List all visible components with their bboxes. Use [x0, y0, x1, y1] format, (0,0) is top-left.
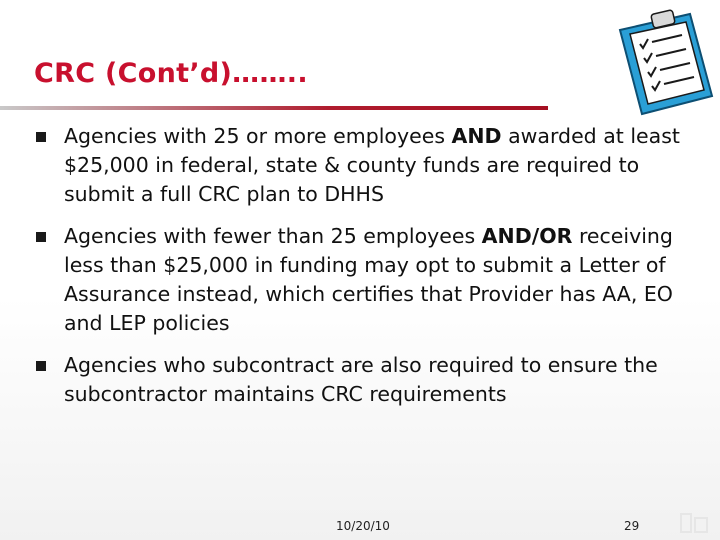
title-divider — [0, 106, 548, 110]
slide-title: CRC (Cont’d)…….. — [34, 58, 308, 89]
bullet-item — [36, 351, 706, 409]
bullet-item — [36, 222, 706, 338]
bullet-item — [36, 122, 706, 209]
square-bullet-icon — [36, 232, 46, 242]
corner-watermark-icon — [675, 508, 715, 538]
bullet-list — [36, 122, 706, 422]
footer-date: 10/20/10 — [336, 519, 390, 533]
checklist-clipboard-icon — [612, 8, 717, 118]
bullet-text: Agencies with 25 or more employees AND awarded at least $25,000 in federal, state & county funds are required to submit a full CRC plan to DHHS — [64, 124, 680, 206]
bullet-text: Agencies who subcontract are also required to ensure the subcontractor maintains CRC requirements — [64, 353, 658, 406]
square-bullet-icon — [36, 132, 46, 142]
page-number: 29 — [624, 519, 640, 533]
bullet-text: Agencies with fewer than 25 employees AND/OR receiving less than $25,000 in funding may opt to submit a Letter of Assurance instead, which certifies that Provider has AA, EO and LEP policies — [64, 224, 673, 335]
square-bullet-icon — [36, 361, 46, 371]
